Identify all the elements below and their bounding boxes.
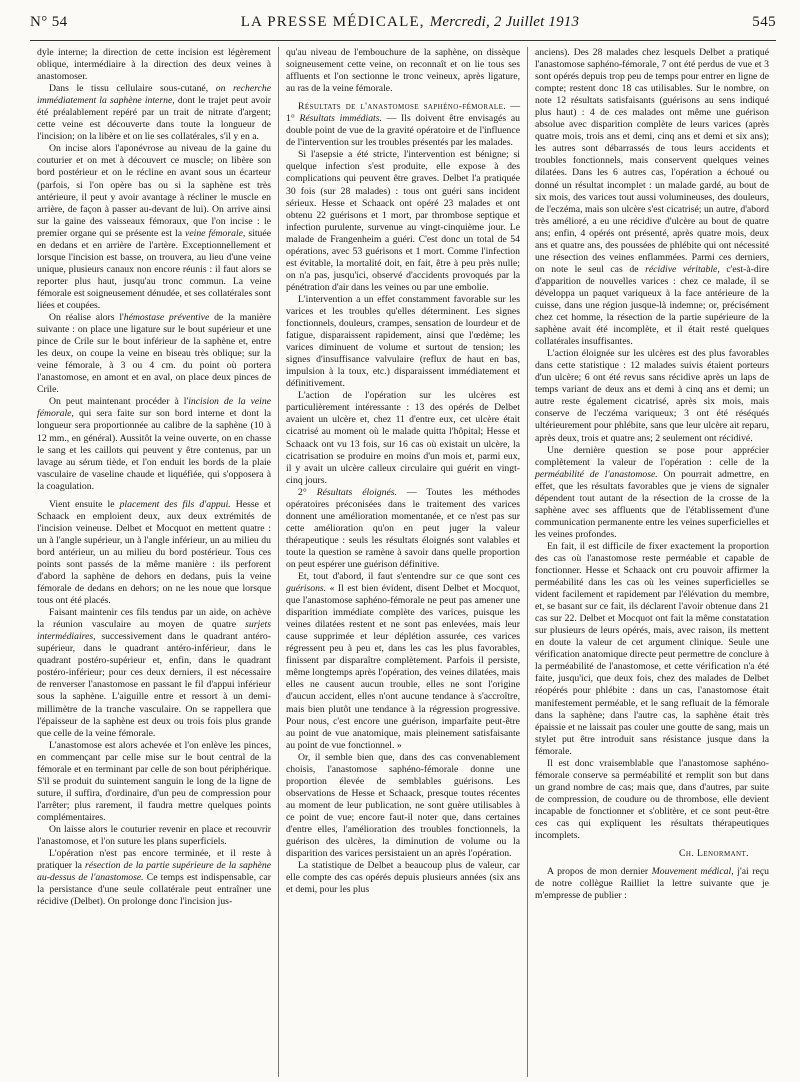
paragraph: Dans le tissu cellulaire sous-cutané, on recherche immédiatement la saphène interne, dont le trajet peut avoir été préalablement repéré par un trait de nitrate d'argent; cette veine est découverte dans toute la longueur de l'incision; on la libère et on lie ses collatérales, s'il y en a. [37, 83, 272, 143]
paragraph: On peut maintenant procéder à l'incision de la veine fémorale, qui sera faite sur son bord interne et dont la longueur sera proportionnée au calibre de la saphène (10 à 12 mm., en général). Aussitôt la veine ouverte, on en chasse le sang et les caillots qui peuvent y être contenus, par un lavage au sérum tiède, et l'on enduit les bords de la plaie vasculaire de vaseline chaude et liquéfiée, qui s'opposera à la coagulation. [37, 396, 271, 492]
paragraph: Une dernière question se pose pour apprécier complètement la valeur de l'opération : celle de la perméabilité de l'anastomose. On pourrait admettre, en effet, que les résultats favorables que je viens de signaler dépendent tout autant de la résection de la crosse de la saphène avec ses affluents que de l'établissement d'une communication permanente entre les veines superficielles et les veines profondes. [535, 444, 769, 540]
journal-title-line [241, 14, 580, 31]
paragraph: qu'au niveau de l'embouchure de la saphène, on dissèque soigneusement cette veine, on reconnaît et on lie tous ses affluents et l'on sectionne le tronc veineux, après ligature, au ras de la veine fémorale. [286, 47, 520, 95]
paragraph: En fait, il est difficile de fixer exactement la proportion des cas où l'anastomose reste perméable et capable de fonctionner. Hesse et Schaack ont cru pouvoir affirmer la perméabilité dans les cas où les veines superficielles se vident facilement et rapidement par l'élévation du membre, et, se basant sur ce fait, ils déclarent l'avoir obtenue dans 21 cas sur 22. Delbet et Mocquot ont fait la même constatation sur plusieurs de leurs opérés, mais, avec raison, ils mettent en doute la valeur de cet argument clinique. Seule une vérification anatomique directe peut permettre de conclure à la perméabilité de l'anastomose, et cette vérification n'a été faite, jusqu'ici, que deux fois, chez des malades de Delbet réopérés pour phlébite : dans un cas, l'anastomose était manifestement perméable, et le sang refluait de la fémorale dans la saphène; dans l'autre cas, la saphène était très épaissie et ne laissait pas couler une goutte de sang, mais un stylet put être introduit sans résistance jusque dans la fémorale. [535, 540, 769, 757]
column-3 [527, 47, 776, 1077]
paragraph: Il est donc vraisemblable que l'anastomose saphéno-fémorale conserve sa perméabilité et remplit son but dans un grand nombre de cas; mais que, dans d'autres, par suite de compression, de coudure ou de thrombose, elle devient incapable de fonctionner et s'oblitère, et ce sont peut-être ces cas qui expliquent les résultats thérapeutiques incomplets. [535, 757, 769, 842]
paragraph: On incise alors l'aponévrose au niveau de la gaine du couturier et on met à découvert ce muscle; on libère son bord postérieur et on le récline en avant sous un écarteur (parfois, si l'on opère bas ou si la saphène est très antérieure, il peut y avoir avantage à récliner le muscle en arrière, de façon à passer au-devant de lui). On arrive ainsi sur la gaine des vaisseaux fémoraux, que l'on incise : le premier organe qui se présente est la veine fémorale, située en dedans et en arrière de l'artère. Exceptionnellement et lorsque l'incision est basse, on trouvera, au lieu d'une veine unique, plusieurs canaux non encore réunis : il faut alors se reporter plus haut, jusqu'au tronc commun. La veine fémorale est soigneusement dénudée, et ses collatérales sont liées et coupées. [37, 143, 271, 311]
paragraph: On réalise alors l'hémostase préventive de la manière suivante : on place une ligature sur le bout supérieur et une pince de Crile sur le bout inférieur de la saphène et, entre les deux, on coupe la veine en biseau très oblique; sur la veine fémorale, à 3 ou 4 cm. du point où portera l'anastomose, en amont et en aval, on place deux pinces de Crile. [37, 312, 271, 396]
author-signature: Ch. Lenormant. [679, 848, 749, 860]
paragraph: On laisse alors le couturier revenir en place et recouvrir l'anastomose, et l'on suture les plans superficiels. [37, 824, 271, 848]
column-2 [278, 47, 527, 1077]
paragraph: Si l'asepsie a été stricte, l'intervention est bénigne; si quelque infection s'est produite, elle expose à des complications qui peuvent être graves. Delbet l'a pratiquée 30 fois (sur 28 malades) : tous ont guéri sans incident sérieux. Hesse et Schaack ont opéré 23 malades et ont obtenu 22 guérisons et 1 mort, par thrombose septique et infection purulente, survenue au vingt-cinquième jour. Le malade de Frangenheim a guéri. C'est donc un total de 54 opérations, avec 53 guérisons et 1 mort. Comme l'infection est évitable, la mortalité doit, en fait, être à peu près nulle; on n'a pas, jusqu'ici, observé d'accidents provoqués par la pénétration d'air dans les veines ou par une embolie. [286, 149, 520, 293]
paragraph: Et, tout d'abord, il faut s'entendre sur ce que sont ces guérisons. « Il est bien évident, disent Delbet et Mocquot, que l'anastomose saphéno-fémorale ne peut pas amener une disparition immédiate complète des varices, puisque les veines dilatées restent et ne sont pas enlevées, mais leur cause supprimée et leur déplétion assurée, ces varices régressent peu à peu et, dans les cas les plus favorables, finissent par disparaître complètement. Parfois il persiste, même longtemps après l'opération, des veines dilatées, mais elles ne causent aucun trouble, elles ne sont l'origine d'aucun accident, elles n'ont aucune tendance à s'accroître, mais bien plutôt une tendance à la régression progressive. Pour nous, c'est encore une guérison, imparfaite peut-être au point de vue anatomique, mais pleinement satisfaisante au point de vue fonctionnel. » [286, 571, 520, 751]
page-number: 545 [752, 14, 776, 30]
journal-name: LA PRESSE MÉDICALE, [240, 14, 425, 30]
issue-number: N° 54 [30, 14, 68, 30]
paragraph: L'opération n'est pas encore terminée, et il reste à pratiquer la résection de la partie supérieure de la saphène au-dessus de l'anastomose. Ce temps est indispensable, car la persistance d'une seule collatérale peut entraîner une récidive (Delbet). On prolonge donc l'incision jus- [37, 848, 271, 908]
paragraph: A propos de mon dernier Mouvement médical, j'ai reçu de notre collègue Railliet la lettre suivante que je m'empresse de publier : [535, 866, 769, 902]
running-head [30, 14, 776, 36]
paragraph: La statistique de Delbet a beaucoup plus de valeur, car elle compte des cas opérés depuis plusieurs années (six ans et demi, pour les plus [286, 860, 520, 896]
text-columns [30, 47, 776, 1077]
paragraph: L'intervention a un effet constamment favorable sur les varices et les troubles qu'elles déterminent. Les signes fonctionnels, douleurs, crampes, sensation de lourdeur et de fatigue, disparaissent rapidement, ainsi que l'œdème; les varices diminuent de volume et surtout de tension; les signes d'insuffisance valvulaire (reflux de haut en bas, impulsion à la toux, etc.) disparaissent immédiatement et définitivement. [286, 293, 520, 390]
paragraph: 2° Résultats éloignés. — Toutes les méthodes opératoires préconisées dans le traitement des varices donnent une amélioration momentanée, et ce n'est pas sur cette amélioration qu'on en peut juger la valeur thérapeutique : seuls les résultats éloignés sont valables et toute la question se ramène à savoir dans quelle proportion on peut espérer une guérison définitive. [286, 486, 520, 570]
section-heading: Résultats de l'anastomose saphéno-fémorale. — 1° Résultats immédiats. — Ils doivent être envisagés au double point de vue de la gravité opératoire et de l'influence de l'intervention sur les troubles présentés par les malades. [286, 101, 521, 149]
paragraph: L'action éloignée sur les ulcères est des plus favorables dans cette statistique : 12 malades suivis étaient porteurs d'un ulcère; 6 ont été revus sans récidive après un laps de temps variant de deux ans et demi à cinq ans et demi; un autre reste également cicatrisé, après six mois, mais conserve de l'eczéma variqueux; 3 ont été réséqués ultérieurement pour phlébite, sans que leur ulcère ait reparu, après deux, trois et quatre ans; 2 seulement ont récidivé. [535, 348, 769, 444]
column-1 [30, 47, 278, 1077]
paragraph: L'action de l'opération sur les ulcères est particulièrement intéressante : 13 des opérés de Delbet avaient un ulcère et, chez 11 d'entre eux, cet ulcère était cicatrisé au moment où le malade quitta l'hôpital; Hesse et Schaack ont vu 13 fois, sur 16 cas où existait un ulcère, la cicatrisation se produire en moins d'un mois et, parmi eux, il y avait un ulcère calleux circulaire qui guérit en vingt-cinq jours. [286, 390, 520, 486]
paragraph: anciens). Des 28 malades chez lesquels Delbet a pratiqué l'anastomose saphéno-fémorale, 7 ont été perdus de vue et 3 sont opérés depuis trop peu de temps pour entrer en ligne de compte; restent donc 18 cas utilisables. Sur le nombre, on note 12 résultats satisfaisants (guérisons au sens indiqué plus haut) : 4 de ces malades ont même une guérison absolue avec disparition complète de leurs varices (après quatre mois, trois ans et demi, cinq ans et demi et six ans); les autres sont débarrassés de tous leurs accidents et troubles fonctionnels, mais conservent quelques veines dilatées. Dans les 6 autres cas, l'opération a échoué ou donné un résultat incomplet : un malade gardé, au bout de six mois, des varices tout aussi volumineuses, des douleurs, de l'eczéma, mais son ulcère s'est cicatrisé; un autre, d'abord très amélioré, a eu une récidive d'ulcère au bout de quatre ans; enfin, 4 opérés ont présenté, après quatre mois, deux ans et quatre ans, des poussées de phlébite qui ont nécessité une résection des veines enflammées. Parmi ces derniers, on note le seul cas de récidive véritable, c'est-à-dire d'apparition de nouvelles varices : chez ce malade, il se développa un paquet variqueux à la face antérieure de la cuisse, dans une région jusque-là indemne; or, précisément chez cet homme, la résection de la partie supérieure de la saphène avait été incomplète, et il était resté quelques collatérales insuffisantes. [535, 47, 769, 348]
paragraph: Faisant maintenir ces fils tendus par un aide, on achève la réunion vasculaire au moyen de quatre surjets intermédiaires, successivement dans le quadrant antéro-supérieur, dans le quadrant antéro-inférieur, dans le quadrant postéro-supérieur et, enfin, dans le quadrant postéro-inférieur; pour ces deux derniers, il est nécessaire de renverser l'anastomose en passant le fil d'appui inférieur sous la saphène. L'aiguille entre et ressort à un demi-millimètre de la tranche vasculaire. On se rappellera que l'épaisseur de la saphène est deux ou trois fois plus grande que celle de la veine fémorale. [37, 607, 271, 739]
paragraph: Or, il semble bien que, dans des cas convenablement choisis, l'anastomose saphéno-fémorale donne une proportion élevée de semblables guérisons. Les observations de Hesse et Schaack, presque toutes récentes au moment de leur publication, ne sont guère utilisables à ce point de vue; encore faut-il noter que, dans certaines d'entre elles, l'amélioration des troubles fonctionnels, la guérison des ulcères, la diminution de volume ou la disparition des varices persistaient un an après l'opération. [286, 751, 520, 860]
paragraph: Vient ensuite le placement des fils d'appui. Hesse et Schaack en emploient deux, aux deux extrémités de l'incision veineuse. Delbet et Mocquot en mettent quatre : un à l'angle supérieur, un à l'angle inférieur, un au milieu du bord antérieur, un au milieu du bord postérieur. Tous ces points sont passés de la même manière : ils perforent d'abord la saphène de dehors en dedans, puis la veine fémorale de dedans en dehors; on ne les noue que lorsque tous ont été placés. [37, 498, 271, 607]
header-rule [30, 40, 776, 41]
issue-date: Mercredi, 2 Juillet 1913 [429, 14, 580, 30]
paragraph: L'anastomose est alors achevée et l'on enlève les pinces, en commençant par celle mise sur le bout central de la fémorale et en terminant par celle de son bout périphérique. S'il se produit du suintement sanguin le long de la ligne de suture, il suffira, d'ordinaire, d'un peu de compression pour l'arrêter; plus rarement, il faudra mettre quelques points complémentaires. [37, 739, 271, 823]
paragraph: dyle interne; la direction de cette incision est légèrement oblique, intermédiaire à la direction des deux veines à anastomoser. [37, 47, 271, 83]
